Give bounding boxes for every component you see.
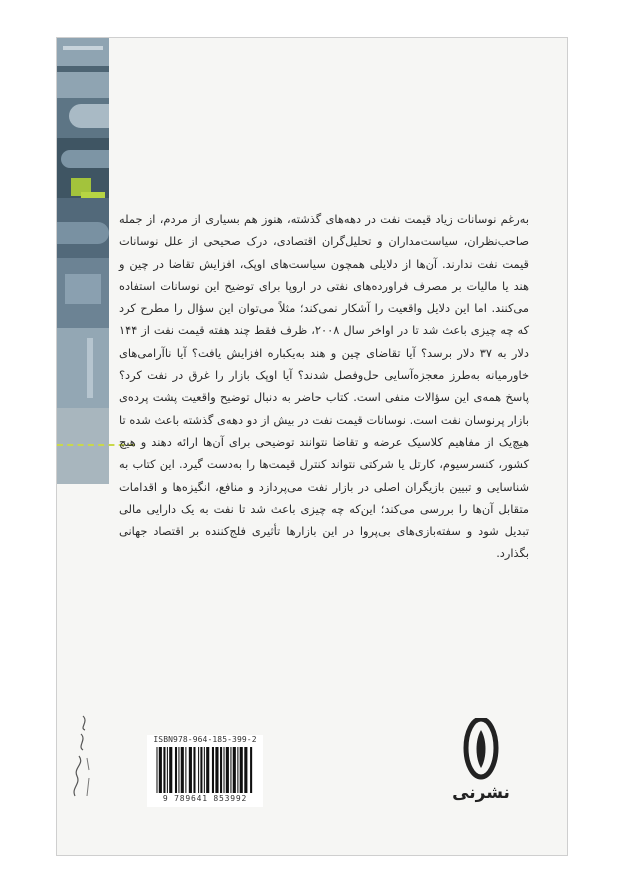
blurb-paragraph: به‌رغم نوسانات زیاد قیمت نفت در دهه‌های گذشته، هنوز هم بسیاری از مردم، از جمله صاحب‌نظران، سیاست‌مداران و تحلیل‌گران اقتصادی، درک صحیحی از علل نوسانات قیمت نفت ندارند. آن‌ها از دلایلی همچون سیاست‌های اوپک، افزایش تقاضا در چین و هند یا مالیات بر مصرف فراورده‌های نفتی در اروپا برای توضیح این نوسانات استفاده می‌کنند. اما این دلایل واقعیت را آشکار نمی‌کند؛ مثلاً می‌توان این سؤال را مطرح کرد که چه چیزی باعث شد تا در اواخر سال ۲۰۰۸، ظرف فقط چند هفته قیمت نفت از ۱۴۴ دلار به ۳۷ دلار برسد؟ آیا تقاضای چین و هند به‌یکباره افزایش یافت؟ آیا ناآرامی‌های خاورمیانه به‌طرز معجزه‌آسایی حل‌وفصل شدند؟ آیا اوپک بازار را غرق در نفت کرد؟ پاسخ همه‌ی این سؤالات منفی است. کتاب حاضر به دنبال توضیح واقعیت پشت پرده‌ی بازار پرنوسان نفت است. نوسانات قیمت نفت در بیش از دو دهه‌ی گذشته باعث شده تا هیچ‌یک از مفاهیم کلاسیک عرضه و تقاضا نتوانند توضیحی برای آن‌ها ارائه دهند و هیچ کشور، کنسرسیوم، کارتل یا شرکتی نتواند کنترل قیمت‌ها را به‌دست گیرد. این کتاب به شناسایی و تبیین بازیگران اصلی در بازار نفت می‌پردازد و منافع، انگیزه‌ها و اقدامات متقابل آن‌ها را بررسی می‌کند؛ این‌که چه چیزی باعث شد تا نفت به یک دارایی مالی تبدیل شود و سفته‌بازی‌های بی‌پروا در این بازارها تأثیری فلج‌کننده بر اقتصاد جهانی بگذارد. [119,212,530,561]
barcode-icon [153,747,257,793]
book-back-cover [56,37,568,856]
barcode [147,735,263,807]
designer-signature-icon [67,708,97,800]
cover-photo-strip [57,38,109,484]
isbn-label: ISBN978-964-185-399-2 [153,735,257,744]
barcode-digits: 9 789641 853992 [162,794,248,803]
publisher-name: نشرنی [452,783,510,803]
ney-logo-icon [439,718,523,818]
